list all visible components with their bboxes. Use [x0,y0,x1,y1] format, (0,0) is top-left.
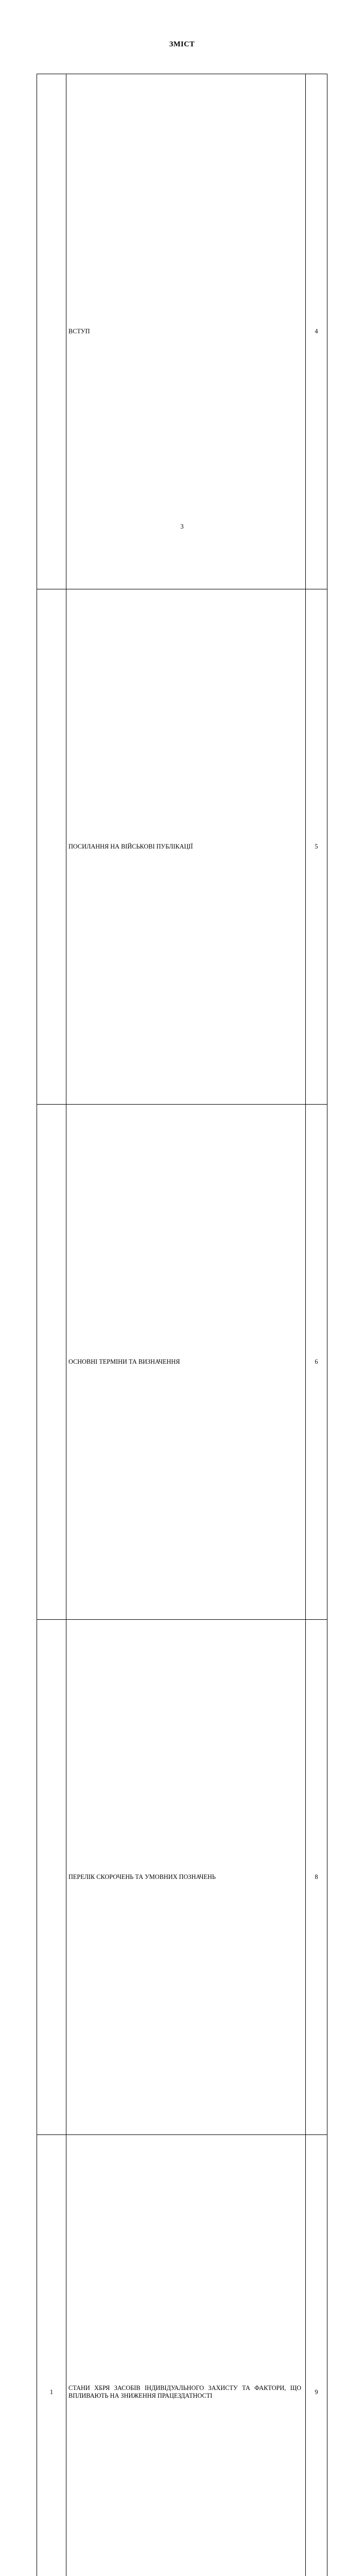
toc-table [37,74,327,2576]
toc-entry-title[interactable]: СТАНИ ХБРЯ ЗАСОБІВ ІНДИВІДУАЛЬНОГО ЗАХИСТУ ТА ФАКТОРИ, ЩО ВПЛИВАЮТЬ НА ЗНИЖЕННЯ ПРАЦЕЗДАТНОСТІ [66,2135,306,2576]
toc-entry-title[interactable]: ОСНОВНІ ТЕРМІНИ ТА ВИЗНАЧЕННЯ [66,1105,306,1620]
toc-section-number [37,1105,66,1620]
toc-entry-page: 5 [306,589,327,1105]
toc-entry-page: 8 [306,1620,327,2135]
toc-entry-page: 9 [306,2135,327,2576]
table-row [37,2135,327,2576]
page-number: 3 [0,523,364,531]
toc-section-number: 1 [37,2135,66,2576]
toc-entry-title[interactable]: ПЕРЕЛІК СКОРОЧЕНЬ ТА УМОВНИХ ПОЗНАЧЕНЬ [66,1620,306,2135]
toc-section-number [37,589,66,1105]
toc-body [37,74,327,2576]
table-of-contents [37,74,327,2576]
table-row [37,1105,327,1620]
table-row [37,74,327,589]
toc-section-number [37,1620,66,2135]
table-row [37,1620,327,2135]
page-title: ЗМІСТ [0,40,364,49]
table-row [37,589,327,1105]
toc-entry-page: 6 [306,1105,327,1620]
toc-entry-title[interactable]: ПОСИЛАННЯ НА ВІЙСЬКОВІ ПУБЛІКАЦІЇ [66,589,306,1105]
toc-entry-page: 4 [306,74,327,589]
toc-section-number [37,74,66,589]
toc-entry-title[interactable]: ВСТУП [66,74,306,589]
document-page [0,40,364,555]
